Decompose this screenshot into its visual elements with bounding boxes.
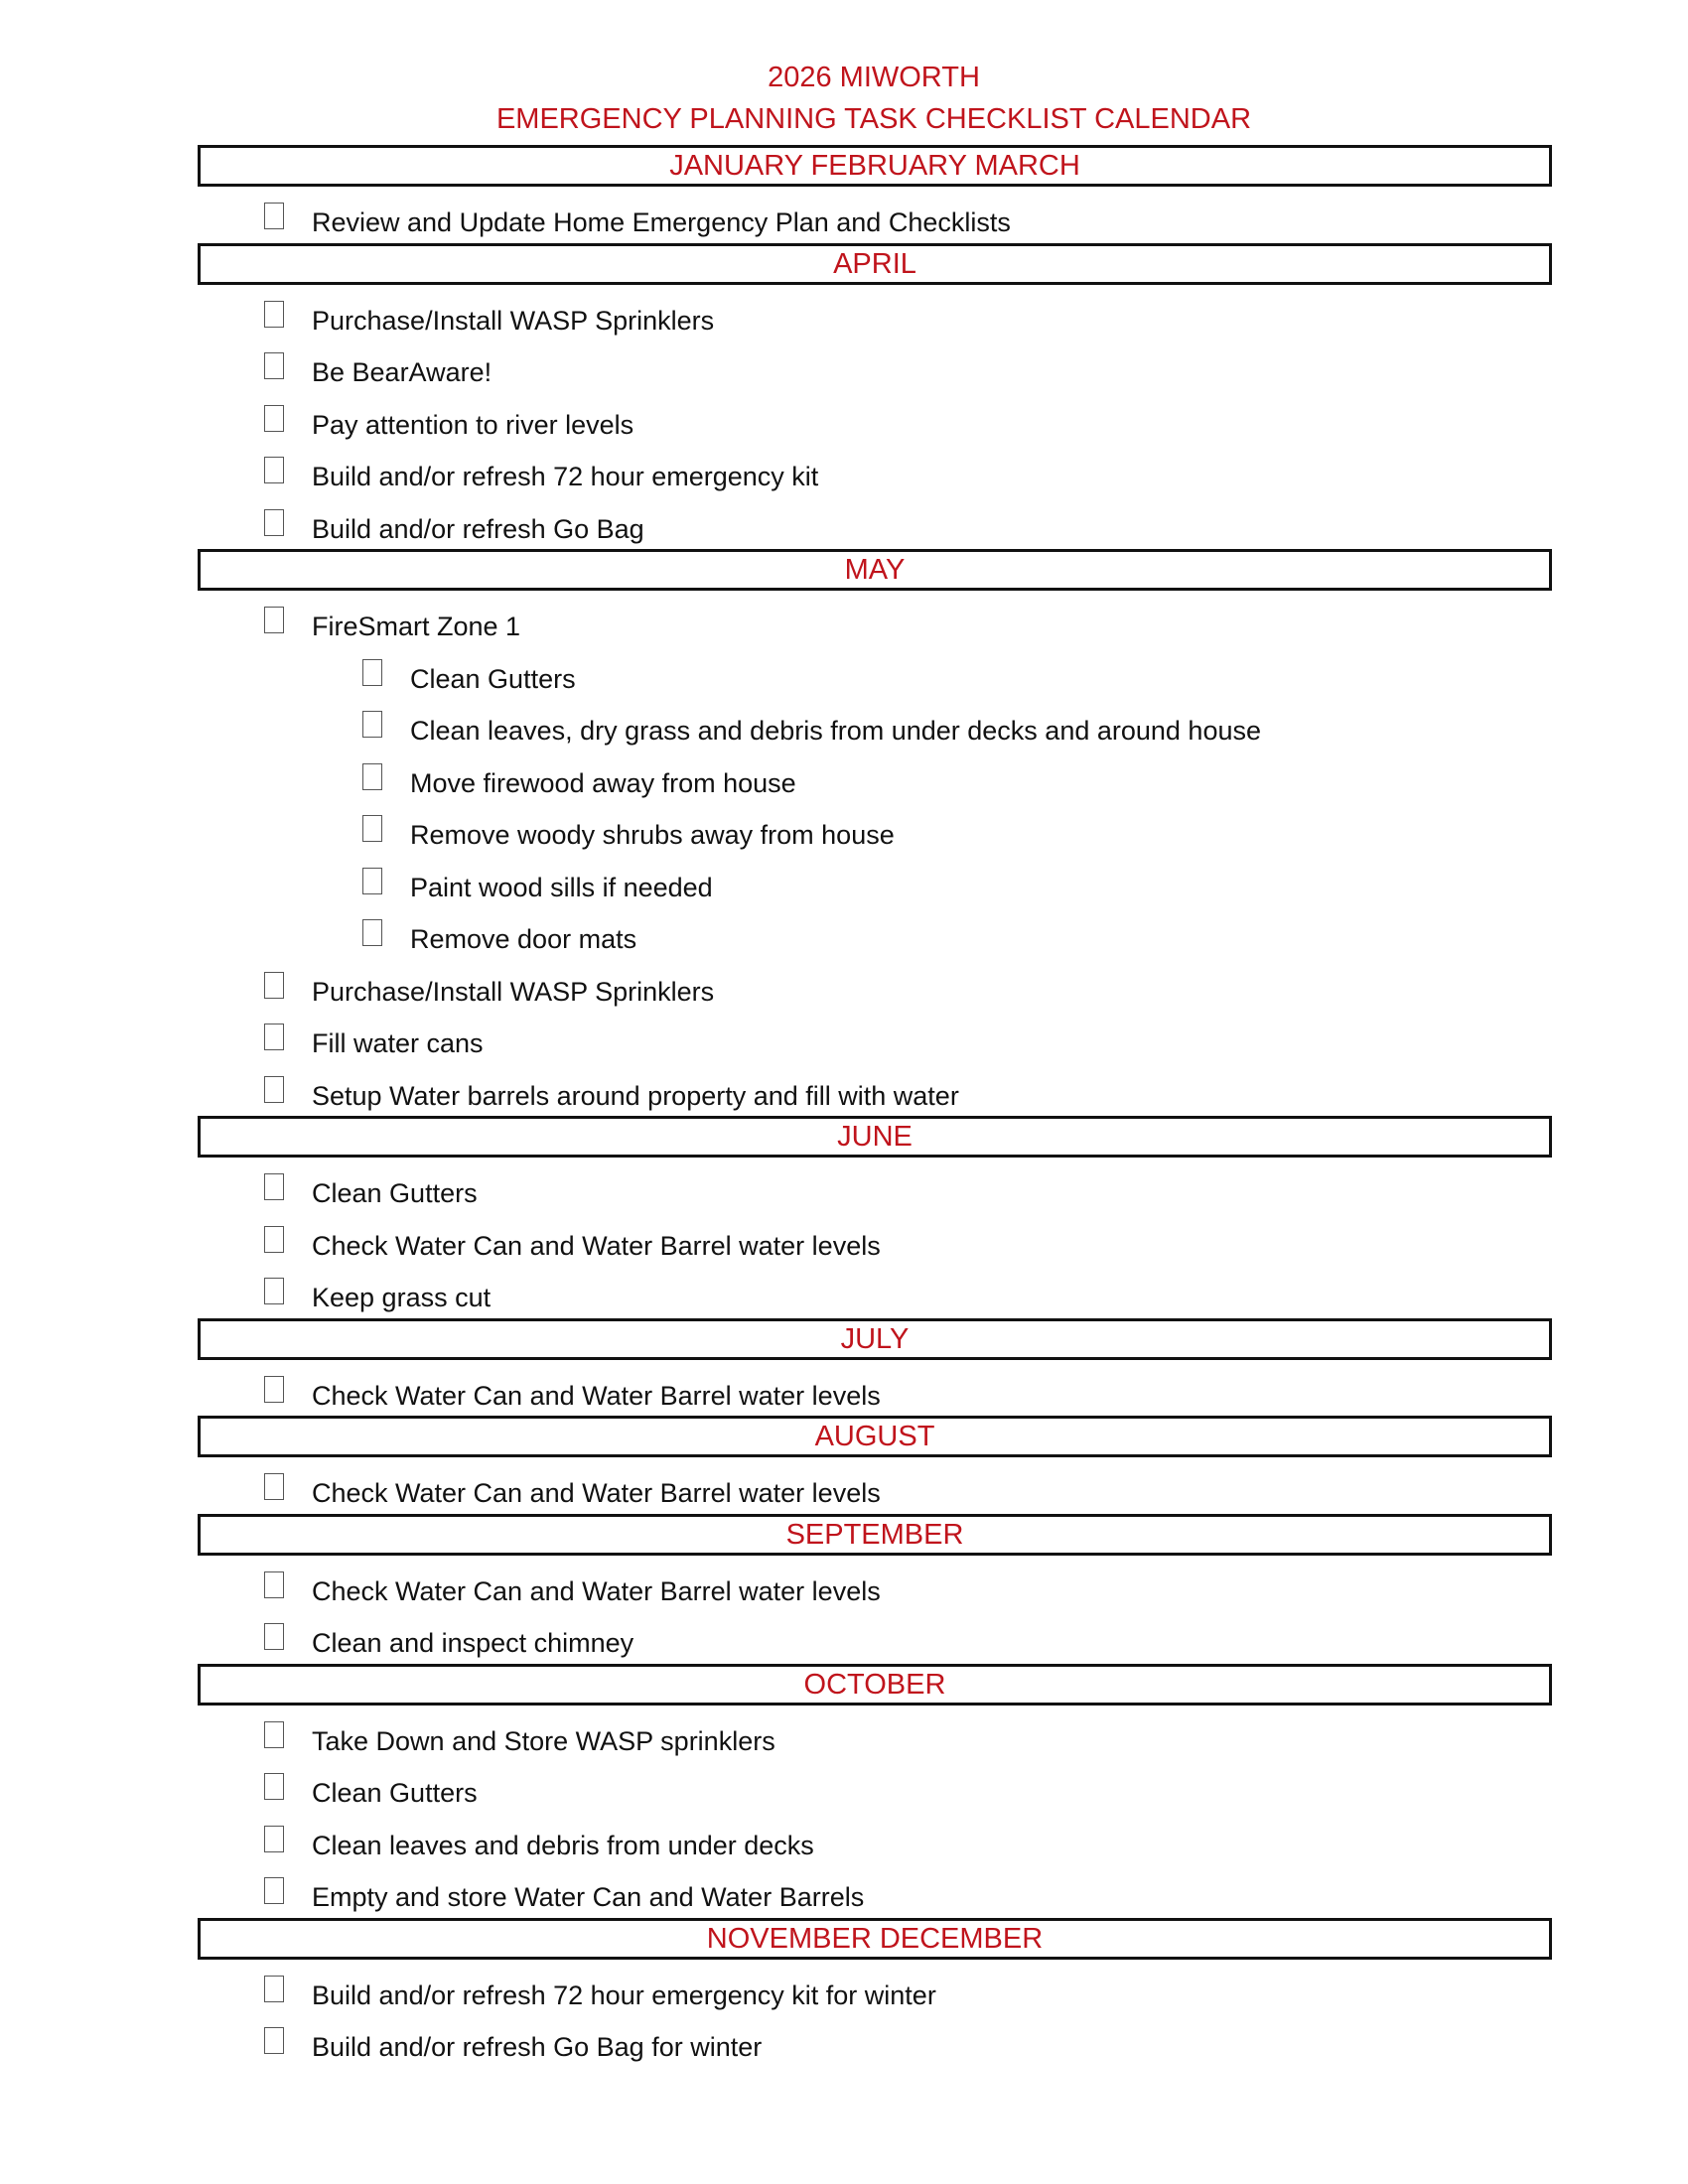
task-item xyxy=(198,344,1552,397)
task-checkbox[interactable] xyxy=(264,607,284,633)
task-checkbox[interactable] xyxy=(264,301,284,328)
task-label: Build and/or refresh 72 hour emergency kit for winter xyxy=(312,1979,936,2010)
task-list xyxy=(198,187,1552,247)
task-label: Move firewood away from house xyxy=(410,767,796,798)
task-checkbox[interactable] xyxy=(264,1826,284,1852)
task-label: Check Water Can and Water Barrel water levels xyxy=(312,1478,881,1508)
task-item xyxy=(198,397,1552,450)
task-checkbox[interactable] xyxy=(264,1173,284,1200)
task-checkbox[interactable] xyxy=(362,919,382,946)
task-label: Fill water cans xyxy=(312,1028,484,1058)
task-item xyxy=(198,1068,1552,1121)
document-title: 2026 MIWORTH xyxy=(768,62,980,93)
task-checkbox[interactable] xyxy=(264,972,284,999)
task-checkbox[interactable] xyxy=(264,1473,284,1500)
task-label: Setup Water barrels around property and fill with water xyxy=(312,1080,959,1111)
subtask-item xyxy=(198,911,1552,964)
task-item xyxy=(198,1016,1552,1068)
task-checkbox[interactable] xyxy=(362,711,382,738)
task-checkbox[interactable] xyxy=(264,1226,284,1253)
task-label: Keep grass cut xyxy=(312,1283,492,1312)
task-label: Be BearAware! xyxy=(312,357,492,387)
task-label: Review and Update Home Emergency Plan and Checklists xyxy=(312,207,1011,237)
task-checkbox[interactable] xyxy=(264,1024,284,1050)
task-label: Clean and inspect chimney xyxy=(312,1628,634,1658)
task-checkbox[interactable] xyxy=(264,1976,284,2002)
task-list xyxy=(198,1960,1552,2072)
document-subtitle: EMERGENCY PLANNING TASK CHECKLIST CALENDAR xyxy=(495,103,1252,135)
task-checkbox[interactable] xyxy=(264,1571,284,1598)
subtask-item xyxy=(198,807,1552,860)
task-checkbox[interactable] xyxy=(362,868,382,894)
task-label: Clean leaves and debris from under decks xyxy=(312,1830,814,1860)
task-item xyxy=(198,449,1552,501)
task-item xyxy=(198,1218,1552,1271)
task-list xyxy=(198,1556,1552,1668)
task-item xyxy=(198,195,1552,247)
task-checkbox[interactable] xyxy=(264,1278,284,1304)
task-item xyxy=(198,2019,1552,2072)
task-list xyxy=(198,1457,1552,1518)
task-item xyxy=(198,964,1552,1017)
month-header: JANUARY FEBRUARY MARCH xyxy=(198,145,1552,187)
task-label: Build and/or refresh Go Bag for winter xyxy=(312,2032,763,2062)
task-item xyxy=(198,1615,1552,1668)
task-label: Pay attention to river levels xyxy=(312,409,634,440)
task-item xyxy=(198,1869,1552,1922)
task-checkbox[interactable] xyxy=(264,1076,284,1103)
month-header: APRIL xyxy=(198,243,1552,285)
checklist-calendar xyxy=(198,145,1552,2072)
task-item xyxy=(198,599,1552,651)
task-item xyxy=(198,1713,1552,1766)
month-header: NOVEMBER DECEMBER xyxy=(198,1918,1552,1960)
month-header: JULY xyxy=(198,1318,1552,1360)
subtask-item xyxy=(198,703,1552,755)
month-header: MAY xyxy=(198,549,1552,591)
task-checkbox[interactable] xyxy=(362,659,382,686)
task-checkbox[interactable] xyxy=(362,815,382,842)
task-label: Clean Gutters xyxy=(312,1778,478,1808)
task-checkbox[interactable] xyxy=(264,405,284,432)
task-label: Clean Gutters xyxy=(410,663,576,694)
task-checkbox[interactable] xyxy=(264,1877,284,1904)
task-label: Clean leaves, dry grass and debris from under decks and around house xyxy=(410,716,1261,746)
subtask-item xyxy=(198,755,1552,808)
task-list xyxy=(198,1706,1552,1922)
task-item xyxy=(198,1165,1552,1218)
task-checkbox[interactable] xyxy=(264,203,284,229)
task-item xyxy=(198,1465,1552,1518)
task-item xyxy=(198,293,1552,345)
task-checkbox[interactable] xyxy=(264,509,284,536)
task-checkbox[interactable] xyxy=(362,763,382,790)
task-checkbox[interactable] xyxy=(264,2027,284,2054)
task-item xyxy=(198,1564,1552,1616)
task-label: Remove door mats xyxy=(410,924,637,954)
task-label: FireSmart Zone 1 xyxy=(312,612,521,641)
task-checkbox[interactable] xyxy=(264,1773,284,1800)
task-item xyxy=(198,1270,1552,1322)
task-label: Remove woody shrubs away from house xyxy=(410,820,895,850)
task-label: Take Down and Store WASP sprinklers xyxy=(312,1725,775,1756)
task-checkbox[interactable] xyxy=(264,457,284,483)
task-checkbox[interactable] xyxy=(264,1721,284,1748)
task-label: Empty and store Water Can and Water Barrels xyxy=(312,1882,865,1912)
task-label: Clean Gutters xyxy=(312,1178,478,1208)
task-list xyxy=(198,1158,1552,1322)
task-item xyxy=(198,1818,1552,1870)
task-label: Purchase/Install WASP Sprinklers xyxy=(312,305,715,336)
task-list xyxy=(198,591,1552,1120)
month-header: OCTOBER xyxy=(198,1664,1552,1706)
task-item xyxy=(198,501,1552,554)
task-checkbox[interactable] xyxy=(264,352,284,379)
subtask-item xyxy=(198,860,1552,912)
task-label: Purchase/Install WASP Sprinklers xyxy=(312,976,715,1007)
task-checkbox[interactable] xyxy=(264,1376,284,1403)
task-checkbox[interactable] xyxy=(264,1623,284,1650)
task-label: Check Water Can and Water Barrel water levels xyxy=(312,1575,881,1606)
task-label: Build and/or refresh 72 hour emergency kit xyxy=(312,462,819,491)
task-label: Paint wood sills if needed xyxy=(410,872,713,902)
task-label: Check Water Can and Water Barrel water levels xyxy=(312,1230,881,1261)
task-item xyxy=(198,1765,1552,1818)
task-label: Check Water Can and Water Barrel water levels xyxy=(312,1380,881,1411)
task-list xyxy=(198,1360,1552,1421)
subtask-item xyxy=(198,651,1552,704)
task-item xyxy=(198,1968,1552,2020)
month-header: JUNE xyxy=(198,1116,1552,1158)
month-header: SEPTEMBER xyxy=(198,1514,1552,1556)
month-header: AUGUST xyxy=(198,1416,1552,1457)
task-list xyxy=(198,285,1552,554)
task-item xyxy=(198,1368,1552,1421)
task-label: Build and/or refresh Go Bag xyxy=(312,513,644,544)
